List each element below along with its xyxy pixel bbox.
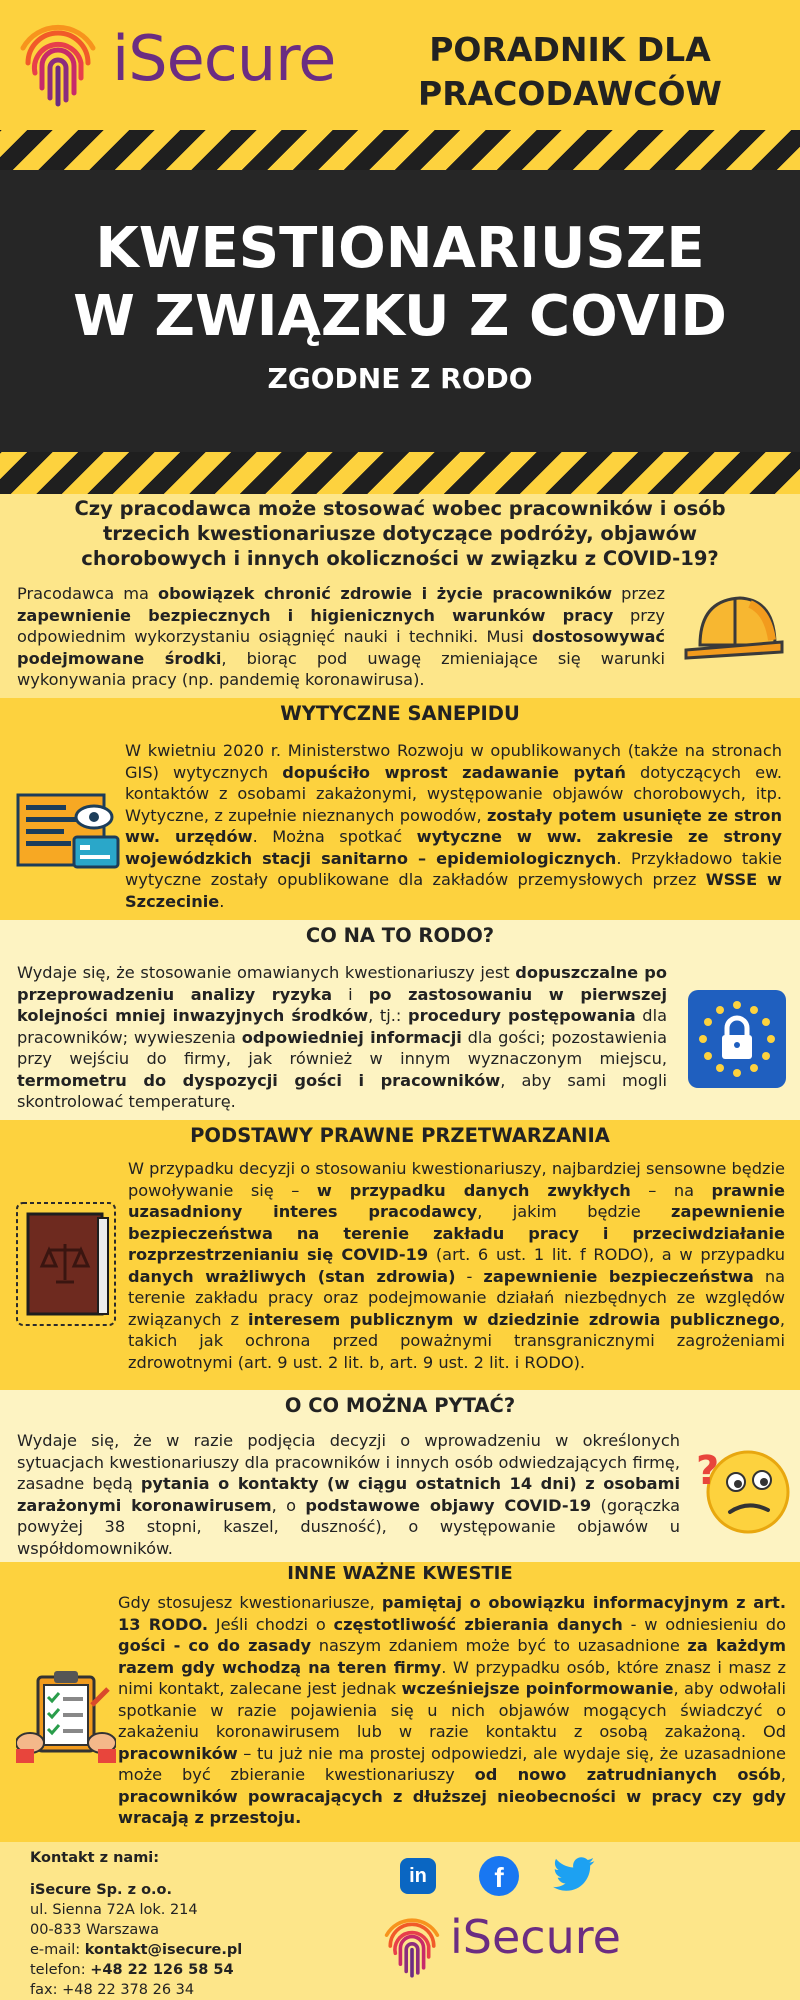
contact-phone-line: telefon: +48 22 126 58 54: [30, 1962, 234, 1978]
contact-email-link[interactable]: kontakt@isecure.pl: [84, 1942, 243, 1958]
eu-lock-icon: [688, 990, 786, 1088]
intro-question: Czy pracodawca może stosować wobec pracowników i osób trzecich kwestionariusze dotyczące podróży, objawów chorobowych i innych okoliczności w związku z COVID-19?: [74, 497, 726, 570]
twitter-icon[interactable]: [552, 1856, 596, 1894]
contact-fax: fax: +48 22 378 26 34: [30, 1982, 195, 1998]
svg-text:?: ?: [696, 1448, 720, 1494]
footer-brand-logo-text: iSecure: [450, 1910, 621, 1964]
other-paragraph: Gdy stosujesz kwestionariusze, pamiętaj o obowiązku informacyjnym z art. 13 RODO. Jeśli chodzi o częstotliwość zbierania danych - w odniesieniu do gości - co do zasady naszym zdaniem może być to uzasadnione za każdym razem gdy wchodzą na teren firmy. W przypadku osób, które znasz i masz z nimi kontakt, zalecane jest jednak wcześniejsze poinformowanie, aby odwołali spotkanie w razie pojawienia się u nich objawów mogących świadczyć o zakażeniu koronawirusem lub w razie kontaktu z osobą zakażoną. Od pracowników – tu już nie ma prostej odpowiedzi, ale wydaje się, że uzasadnione może być zbieranie kwestionariuszy od nowo zatrudnianych osób, pracowników powracających z dłuższej nieobecności w pracy czy gdy wracają z przestoju.: [118, 1593, 787, 1827]
footer-fingerprint-logo-icon: [383, 1913, 441, 1979]
legal-paragraph: W przypadku decyzji o stosowaniu kwestionariuszy, najbardziej sensowne będzie powoływanie się – w przypadku danych zwykłych – na prawnie uzasadniony interes pracodawcy, jakim będzie zapewnienie bezpieczeństwa na terenie zakładu pracy i przeciwdziałanie rozprzestrzenianiu się COVID-19 (art. 6 ust. 1 lit. f RODO), a w przypadku danych wrażliwych (stan zdrowia) - zapewnienie bezpieczeństwa na terenie zakładu pracy oraz podejmowanie działań niezbędnych ze względów związanych z interesem publicznym w dziedzinie zdrowia publicznego, takich jak ochrona przed poważnymi transgranicznymi zagrożeniami zdrowotnymi (art. 9 ust. 2 lit. b, art. 9 ust. 2 lit. i RODO).: [128, 1159, 786, 1372]
guide-title-line2: PRACODAWCÓW: [418, 74, 722, 113]
hero-subtitle: ZGODNE Z RODO: [267, 362, 533, 395]
document-eye-icon: [16, 793, 120, 869]
contact-street: ul. Sienna 72A lok. 214: [30, 1902, 198, 1918]
confused-face-icon: [690, 1440, 790, 1536]
hero-title-line1: KWESTIONARIUSZE: [95, 216, 705, 281]
contact-block: [30, 1848, 242, 2000]
hero-banner: [0, 170, 800, 452]
hazard-stripes-top: [0, 130, 800, 172]
hero-title-line2: W ZWIĄZKU Z COVID: [73, 284, 727, 349]
contact-phone-link[interactable]: +48 22 126 58 54: [90, 1962, 234, 1978]
contact-company: iSecure Sp. z o.o.: [30, 1882, 173, 1898]
other-title: INNE WAŻNE KWESTIE: [287, 1563, 513, 1584]
guide-title-line1: PORADNIK DLA: [429, 30, 711, 69]
rodo-title: CO NA TO RODO?: [305, 924, 495, 947]
sanepid-paragraph: W kwietniu 2020 r. Ministerstwo Rozwoju w opublikowanych (także na stronach GIS) wytycznych dopuściło wprost zadawanie pytań dotyczących ew. kontaktów z osobami zakażonymi, występowanie objawów chorobowych, itp. Wytyczne, z zupełnie nieznanych powodów, zostały potem usunięte ze stron ww. urzędów. Można spotkać wytyczne w ww. zakresie ze strony wojewódzkich stacji sanitarno – epidemiologicznych. Przykładowo takie wytyczne zostały opublikowane dla zakładów przemysłowych przez WSSE w Szczecinie.: [125, 741, 782, 911]
fingerprint-logo-icon: [18, 18, 98, 108]
contact-email-line: e-mail: kontakt@isecure.pl: [30, 1942, 243, 1958]
ask-title: O CO MOŻNA PYTAĆ?: [284, 1394, 516, 1417]
rodo-paragraph: Wydaje się, że stosowanie omawianych kwestionariuszy jest dopuszczalne po przeprowadzeniu analizy ryzyka i po zastosowaniu w pierwszej kolejności mniej inwazyjnych środków, tj.: procedury postępowania dla pracowników; wywieszenia odpowiedniej informacji dla gości; pozostawienia przy wejściu do firmy, jak również w innym wyznaczonym miejscu, termometru do dyspozycji gości i pracowników, aby sami mogli skontrolować temperaturę.: [17, 963, 668, 1111]
brand-logo-text: iSecure: [112, 22, 336, 95]
law-book-icon: [14, 1200, 118, 1328]
legal-title: PODSTAWY PRAWNE PRZETWARZANIA: [190, 1124, 610, 1147]
ask-paragraph: Wydaje się, że w razie podjęcia decyzji o wprowadzeniu w określonych sytuacjach kwestionariuszy dla pracowników i innych osób odwiedzających firmę, zasadne będą pytania o kontakty (w ciągu ostatnich 14 dni) z osobami zarażonymi koronawirusem, o podstawowe objawy COVID-19 (gorączka powyżej 38 stopni, kaszel, duszność), o występowanie objawów u współdomowników.: [17, 1431, 681, 1558]
hero-title: [0, 215, 800, 351]
header: [0, 0, 800, 130]
hazard-stripes-bottom: [0, 452, 800, 494]
clipboard-checklist-icon: [16, 1665, 116, 1765]
linkedin-icon[interactable]: in: [400, 1858, 436, 1894]
sanepid-title: WYTYCZNE SANEPIDU: [280, 702, 520, 725]
facebook-icon[interactable]: f: [479, 1856, 519, 1896]
contact-city: 00-833 Warszawa: [30, 1922, 160, 1938]
contact-heading: Kontakt z nami:: [30, 1850, 160, 1866]
guide-title: [365, 28, 775, 116]
intro-paragraph: Pracodawca ma obowiązek chronić zdrowie i życie pracowników przez zapewnienie bezpiecznych i higienicznych warunków pracy przy odpowiednim wykorzystaniu osiągnięć nauki i techniki. Musi dostosowywać podejmowane środki, biorąc pod uwagę zmieniające się warunki wykonywania pracy (np. pandemię koronawirusa).: [17, 584, 666, 689]
hard-hat-icon: [680, 590, 788, 662]
